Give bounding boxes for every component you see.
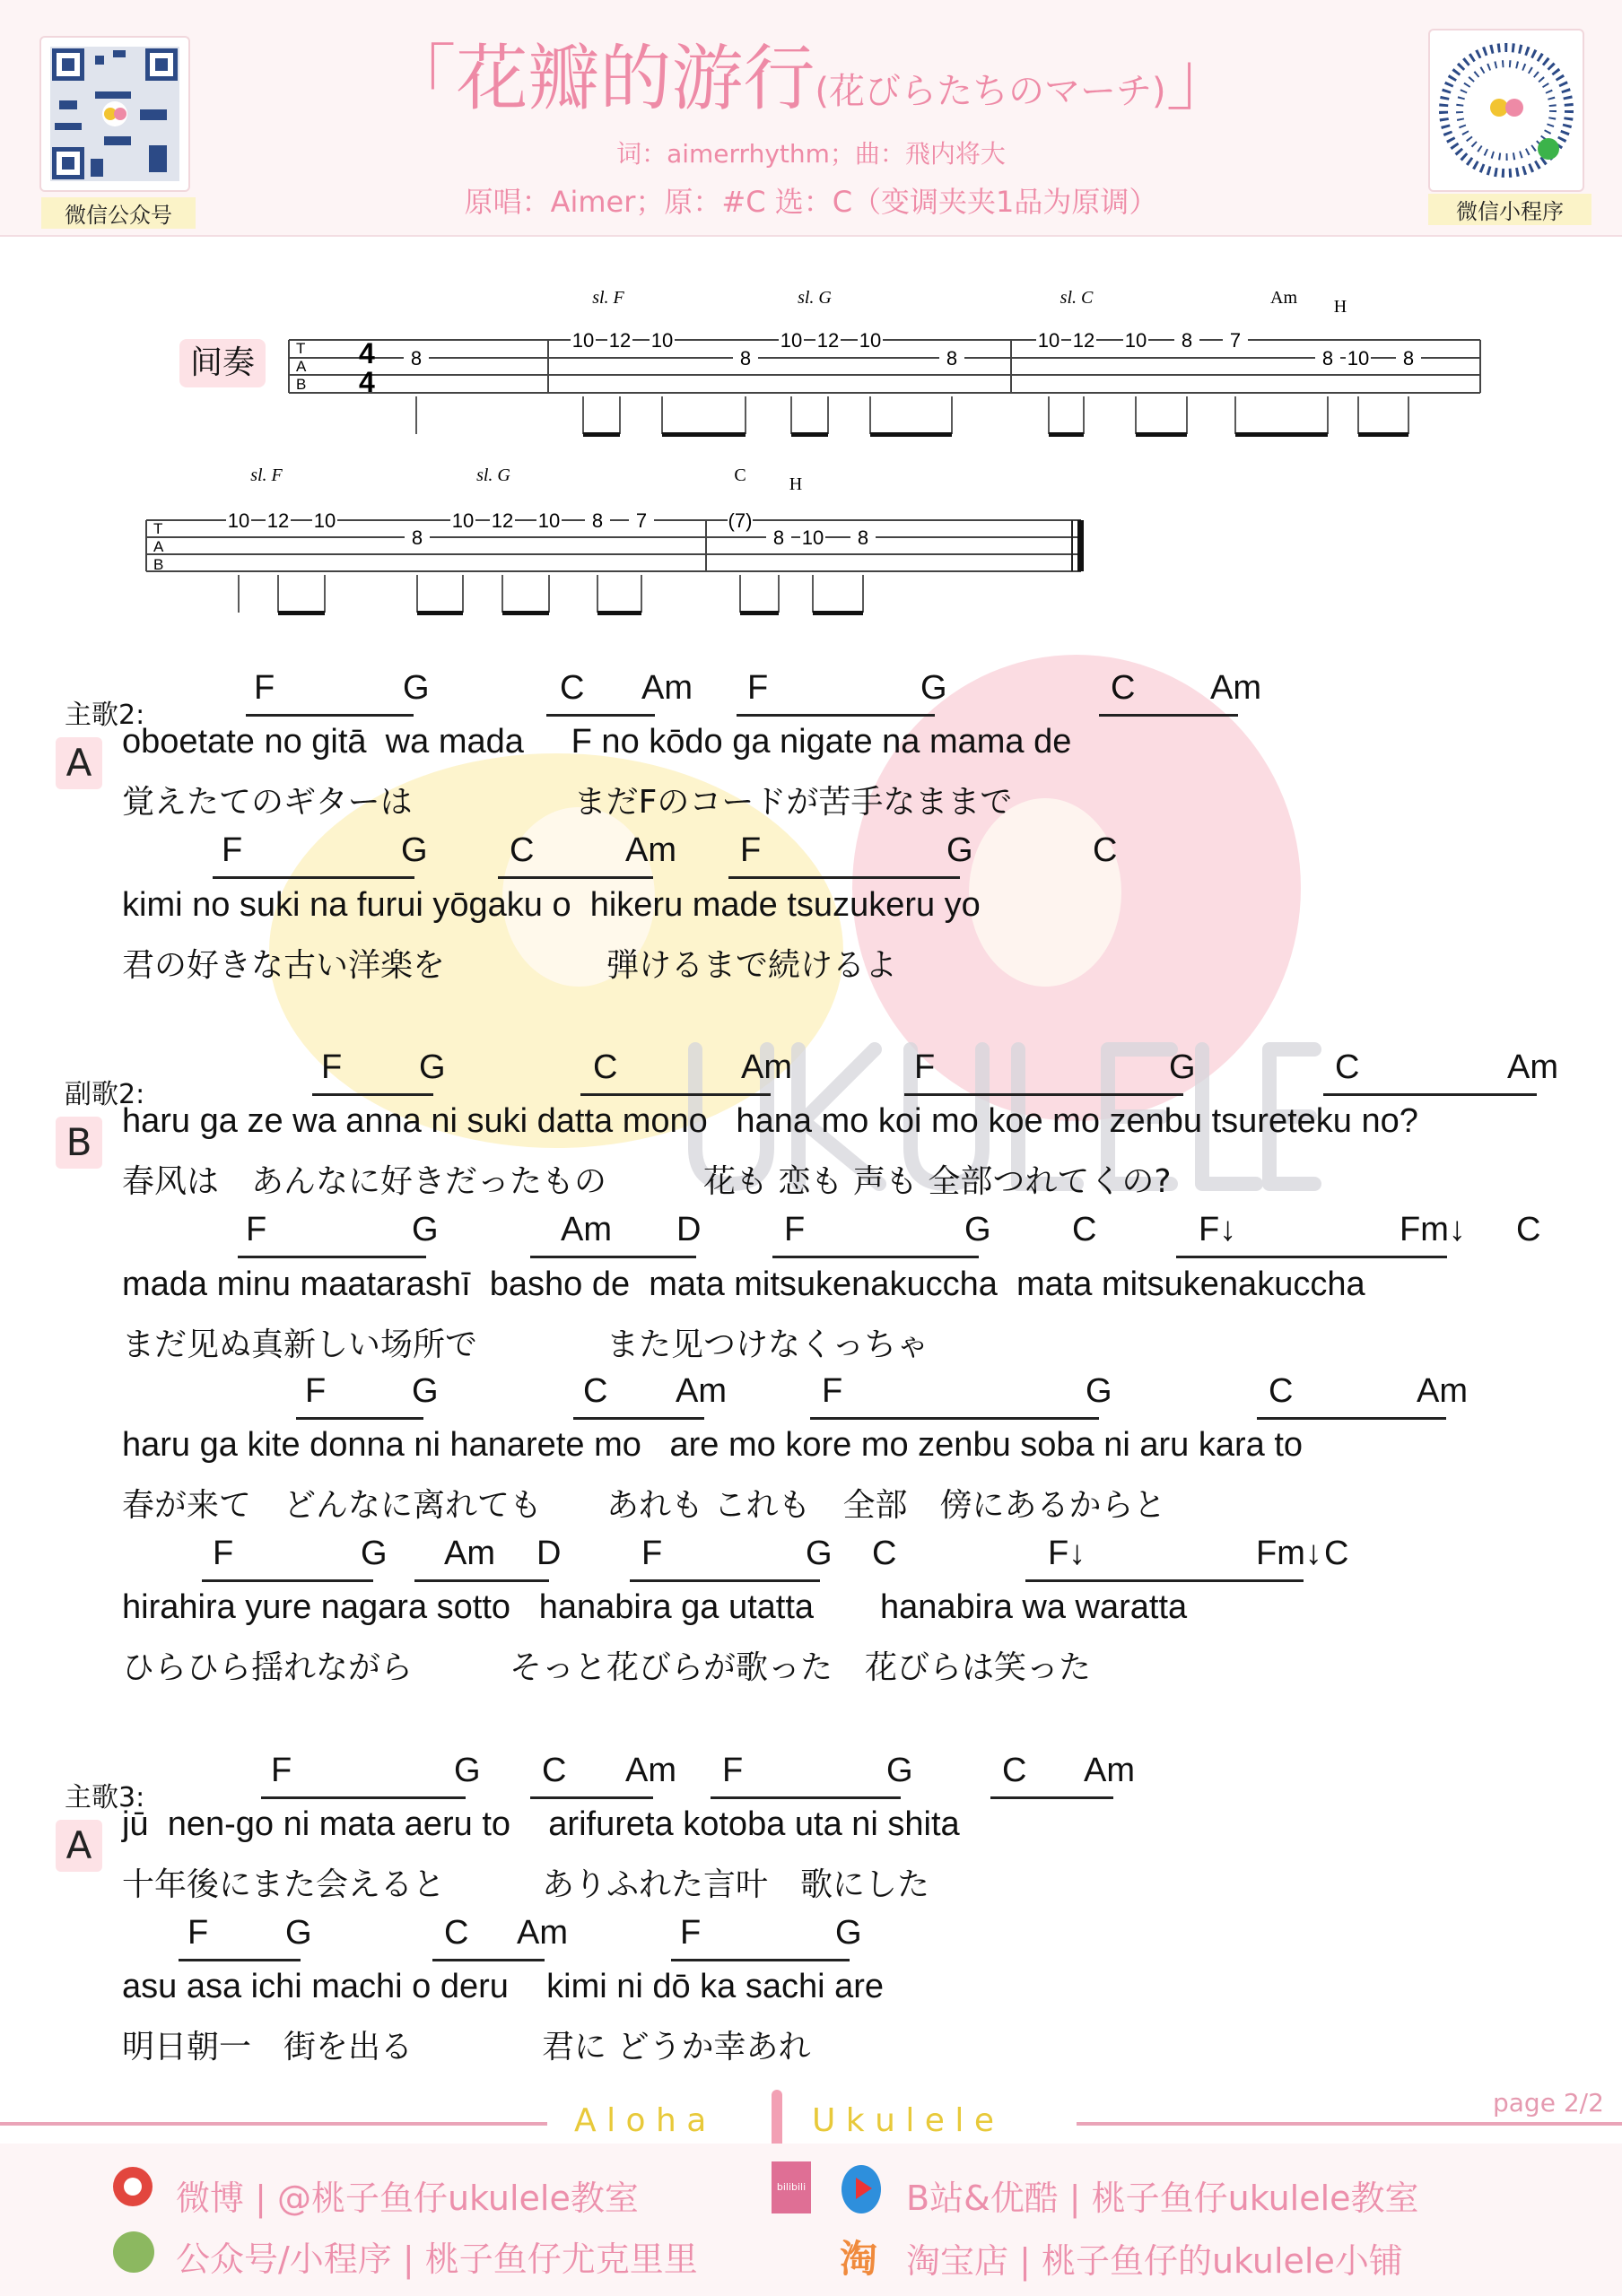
- chord-symbol: G: [401, 831, 428, 869]
- chord-symbol: D: [676, 1211, 702, 1248]
- chord-symbol: Am: [1417, 1372, 1468, 1410]
- tab-note-fret: 10: [451, 509, 475, 532]
- lyric-romaji-line: oboetate no gitā wa mada F no kōdo ga nigate na mama de: [122, 723, 1072, 761]
- tab-beam: [740, 611, 779, 615]
- tab-note-fret: 12: [608, 329, 632, 352]
- lyric-japanese-line: 覚えたてのギターは まだFのコードが苦手なままで: [122, 784, 1013, 821]
- footer-brand-aloha: A l o h a: [574, 2102, 707, 2139]
- chord-underline: [238, 1256, 426, 1258]
- chord-symbol: F: [680, 1914, 702, 1952]
- tab-note-fret: 8: [591, 509, 604, 532]
- chord-symbol: F↓: [1048, 1535, 1086, 1572]
- credits: 词：aimerrhythm；曲：飛内将大: [616, 139, 1006, 169]
- tab-beam: [1049, 432, 1084, 437]
- chord-symbol: F: [914, 1048, 936, 1086]
- chord-symbol: C: [1324, 1535, 1349, 1572]
- chord-symbol: C: [1335, 1048, 1360, 1086]
- chord-underline: [179, 1959, 301, 1961]
- tab-note-fret: 10: [227, 509, 250, 532]
- chord-symbol: Am: [741, 1048, 792, 1086]
- tab-note-fret: 8: [857, 526, 869, 549]
- tab-beam: [813, 611, 863, 615]
- tablature: [0, 269, 1622, 628]
- tab-note-fret: 10: [1124, 329, 1147, 352]
- chord-symbol: Am: [676, 1372, 727, 1410]
- tab-beam: [662, 432, 746, 437]
- tab-note-fret: 12: [816, 329, 840, 352]
- tab-clef-letter: A: [296, 358, 307, 375]
- chord-symbol: G: [454, 1752, 481, 1789]
- lyric-romaji-line: mada minu maatarashī basho de mata mitsukenakuccha mata mitsukenakuccha: [122, 1265, 1365, 1303]
- footer-divider-left: [0, 2122, 547, 2126]
- chord-symbol: Am: [561, 1211, 612, 1248]
- time-signature: 4: [359, 337, 375, 370]
- wechat-icon: [113, 2231, 154, 2273]
- tab-note-fret: 8: [411, 526, 423, 549]
- chord-underline: [772, 1256, 979, 1258]
- tab-note-fret: 8: [739, 347, 752, 370]
- chord-symbol: G: [964, 1211, 991, 1248]
- lyric-japanese-line: 君の好きな古い洋楽を 弾けるまで続けるよ: [122, 947, 898, 984]
- tab-chord-label: H: [789, 474, 803, 494]
- lyric-japanese-line: 十年後にまた会えると ありふれた言叶 歌にした: [122, 1866, 930, 1903]
- tab-note-fret: 8: [1402, 347, 1415, 370]
- chord-symbol: Am: [1210, 669, 1261, 707]
- section-badge: B: [56, 1117, 102, 1169]
- chord-symbol: G: [806, 1535, 833, 1572]
- chord-underline: [711, 1796, 901, 1799]
- tab-note-fret: 10: [313, 509, 336, 532]
- footer-divider-right: [1077, 2122, 1622, 2126]
- tab-note-fret: 8: [772, 526, 785, 549]
- lyric-romaji-line: kimi no suki na furui yōgaku o hikeru made tsuzukeru yo: [122, 886, 981, 924]
- tab-note-fret: 8: [1181, 329, 1193, 352]
- tab-note-fret: 10: [780, 329, 803, 352]
- chord-symbol: Fm↓: [1256, 1535, 1322, 1572]
- tab-note-fret: 10: [1037, 329, 1060, 352]
- tab-chord-label: Am: [1270, 288, 1297, 308]
- bg-face-right: [969, 798, 1121, 987]
- chord-symbol: G: [403, 669, 430, 707]
- chord-underline: [312, 1093, 433, 1096]
- tab-chord-label: C: [734, 465, 746, 485]
- lyric-japanese-line: 明日朝一 街を出る 君に どうか幸あれ: [122, 2029, 811, 2066]
- youku-icon: [842, 2165, 881, 2213]
- chord-underline: [1025, 1579, 1304, 1582]
- footer-bilibili-youku[interactable]: B站&优酷 | 桃子鱼仔ukulele教室: [906, 2179, 1419, 2218]
- chord-symbol: Am: [625, 831, 676, 869]
- chord-underline: [1257, 1417, 1446, 1420]
- tab-note-fret: 12: [491, 509, 514, 532]
- chord-symbol: F: [822, 1372, 843, 1410]
- chord-symbol: Am: [625, 1752, 676, 1789]
- chord-underline: [530, 1796, 653, 1799]
- tab-chord-label: sl. F: [250, 465, 283, 485]
- title-main: 「花瓣的游行: [384, 37, 815, 120]
- chord-underline: [728, 876, 960, 879]
- wechat-official-label: 微信公众号: [41, 197, 196, 229]
- tab-note-fret: 10: [1347, 347, 1370, 370]
- chord-underline: [432, 1959, 545, 1961]
- chord-symbol: G: [1086, 1372, 1112, 1410]
- chord-symbol: D: [536, 1535, 562, 1572]
- tab-beam: [870, 432, 952, 437]
- bilibili-icon: bilibili: [772, 2161, 811, 2213]
- wechat-miniprogram-label: 微信小程序: [1428, 194, 1591, 225]
- chord-symbol: Am: [1084, 1752, 1135, 1789]
- lyric-japanese-line: まだ见ぬ真新しい场所で また见つけなくっちゃ: [122, 1326, 929, 1363]
- chord-symbol: G: [886, 1752, 913, 1789]
- footer-taobao[interactable]: 淘宝店 | 桃子鱼仔的ukulele小铺: [906, 2241, 1403, 2281]
- chord-symbol: F: [747, 669, 769, 707]
- section-label: 主歌2:: [65, 700, 145, 731]
- tab-note-fret: 10: [537, 509, 561, 532]
- tab-note-fret: 8: [946, 347, 958, 370]
- tab-note-fret: 7: [1229, 329, 1242, 352]
- taobao-icon: 淘: [840, 2237, 878, 2281]
- tab-beam: [1235, 432, 1328, 437]
- chord-symbol: F: [305, 1372, 327, 1410]
- title-close-bracket: 」: [1165, 37, 1238, 120]
- tab-beam: [1136, 432, 1187, 437]
- lyric-japanese-line: 春が来て どんなに离れても あれも これも 全部 傍にあるからと: [122, 1487, 1166, 1524]
- title-japanese: (花びらたちのマーチ): [815, 71, 1166, 112]
- tab-beam: [417, 611, 463, 615]
- tab-chord-label: sl. G: [476, 465, 510, 485]
- chord-symbol: C: [872, 1535, 897, 1572]
- chord-symbol: F: [254, 669, 275, 707]
- chord-underline: [246, 714, 414, 717]
- tab-beam: [278, 611, 325, 615]
- chord-symbol: Am: [641, 669, 693, 707]
- chord-symbol: Am: [1507, 1048, 1558, 1086]
- chord-symbol: C: [1516, 1211, 1541, 1248]
- section-badge: A: [56, 737, 102, 789]
- chord-underline: [296, 1417, 423, 1420]
- chord-symbol: G: [946, 831, 973, 869]
- chord-symbol: C: [444, 1914, 469, 1952]
- lyric-romaji-line: jū nen-go ni mata aeru to arifureta kotoba uta ni shita: [122, 1805, 960, 1843]
- interlude-label: 间奏: [179, 339, 266, 387]
- chord-symbol: G: [412, 1372, 439, 1410]
- tab-note-fret: 8: [1321, 347, 1334, 370]
- chord-underline: [990, 1796, 1113, 1799]
- chord-underline: [546, 714, 655, 717]
- chord-underline: [737, 714, 935, 717]
- chord-symbol: C: [1269, 1372, 1294, 1410]
- chord-symbol: G: [1169, 1048, 1196, 1086]
- chord-underline: [1323, 1093, 1537, 1096]
- tab-note-fret: 12: [1072, 329, 1095, 352]
- footer-wechat[interactable]: 公众号/小程序 | 桃子鱼仔尤克里里: [176, 2239, 698, 2279]
- chord-underline: [671, 1959, 850, 1961]
- lyric-romaji-line: haru ga kite donna ni hanarete mo are mo kore mo zenbu soba ni aru kara to: [122, 1426, 1304, 1464]
- chord-underline: [414, 1579, 549, 1582]
- lyric-japanese-line: ひらひら揺れながら そっと花びらが歌った 花びらは笑った: [122, 1649, 1092, 1686]
- chord-symbol: G: [419, 1048, 446, 1086]
- chord-symbol: Am: [517, 1914, 568, 1952]
- tab-beam: [1358, 432, 1408, 437]
- chord-underline: [261, 1796, 466, 1799]
- tab-clef-letter: B: [296, 376, 307, 393]
- lyric-romaji-line: asu asa ichi machi o deru kimi ni dō ka sachi are: [122, 1968, 885, 2005]
- chord-symbol: G: [412, 1211, 439, 1248]
- chord-underline: [904, 1093, 1183, 1096]
- tab-final-bar: [1077, 520, 1084, 571]
- page-number: page 2/2: [1493, 2088, 1604, 2118]
- chord-symbol: C: [1002, 1752, 1027, 1789]
- tab-clef-letter: T: [153, 520, 163, 537]
- tab-chord-label: sl. C: [1060, 288, 1094, 308]
- tab-clef-letter: A: [153, 538, 164, 555]
- section-label: 副歌2:: [65, 1079, 145, 1110]
- lyric-romaji-line: hirahira yure nagara sotto hanabira ga utatta hanabira wa waratta: [122, 1588, 1188, 1626]
- chord-symbol: C: [1072, 1211, 1097, 1248]
- chord-symbol: C: [542, 1752, 567, 1789]
- chord-symbol: G: [361, 1535, 388, 1572]
- tab-beam: [583, 432, 620, 437]
- chord-underline: [630, 1579, 820, 1582]
- chord-symbol: Am: [444, 1535, 495, 1572]
- chord-symbol: C: [593, 1048, 618, 1086]
- footer-brand-ukulele: U k u l e l e: [812, 2102, 994, 2139]
- chord-symbol: C: [1093, 831, 1118, 869]
- tab-beam: [597, 611, 641, 615]
- chord-underline: [810, 1417, 1099, 1420]
- chord-symbol: Fm↓: [1400, 1211, 1466, 1248]
- footer-weibo[interactable]: 微博 | @桃子鱼仔ukulele教室: [176, 2179, 639, 2218]
- chord-symbol: F: [222, 831, 243, 869]
- tab-note-fret: 10: [650, 329, 674, 352]
- tab-chord-label: sl. G: [798, 288, 832, 308]
- weibo-icon: [113, 2167, 153, 2206]
- chord-symbol: F: [213, 1535, 234, 1572]
- song-title: [0, 34, 1622, 136]
- chord-underline: [580, 1093, 771, 1096]
- tab-note-fret: 7: [635, 509, 648, 532]
- chord-symbol: C: [583, 1372, 608, 1410]
- chord-symbol: C: [560, 669, 585, 707]
- tab-note-fret: 8: [410, 347, 423, 370]
- tab-beam: [791, 432, 828, 437]
- chord-underline: [202, 1579, 373, 1582]
- lyric-japanese-line: 春风は あんなに好きだったもの 花も 恋も 声も 全部つれてくの?: [122, 1163, 1172, 1200]
- tab-note-fret: 12: [266, 509, 290, 532]
- section-badge: A: [56, 1820, 102, 1872]
- tab-clef-letter: T: [296, 340, 306, 357]
- tab-note-fret: 10: [801, 526, 824, 549]
- chord-symbol: F↓: [1199, 1211, 1237, 1248]
- chord-underline: [498, 876, 653, 879]
- chord-symbol: C: [1111, 669, 1136, 707]
- tab-clef-letter: B: [153, 556, 164, 573]
- chord-symbol: G: [835, 1914, 862, 1952]
- tab-chord-label: H: [1333, 297, 1347, 317]
- chord-underline: [1099, 714, 1238, 717]
- chord-underline: [573, 1417, 704, 1420]
- chord-symbol: F: [321, 1048, 343, 1086]
- tab-chord-label: sl. F: [592, 288, 624, 308]
- lyric-romaji-line: haru ga ze wa anna ni suki datta mono hana mo koi mo koe mo zenbu tsureteku no?: [122, 1102, 1418, 1140]
- chord-symbol: F: [246, 1211, 267, 1248]
- chord-symbol: F: [187, 1914, 209, 1952]
- tab-note-fret: (7): [728, 509, 753, 532]
- chord-symbol: F: [740, 831, 762, 869]
- chord-symbol: F: [271, 1752, 292, 1789]
- time-signature: 4: [359, 366, 375, 398]
- chord-underline: [530, 1256, 696, 1258]
- chord-underline: [213, 876, 414, 879]
- chord-symbol: F: [722, 1752, 744, 1789]
- tab-note-fret: 10: [859, 329, 882, 352]
- chord-symbol: G: [920, 669, 947, 707]
- chord-symbol: F: [784, 1211, 806, 1248]
- tab-note-fret: 10: [571, 329, 595, 352]
- tab-beam: [502, 611, 549, 615]
- chord-symbol: G: [285, 1914, 312, 1952]
- chord-symbol: C: [510, 831, 535, 869]
- chord-symbol: F: [641, 1535, 663, 1572]
- chord-underline: [1176, 1256, 1447, 1258]
- key-info: 原唱：Aimer；原：#C 选：C（变调夹夹1品为原调）: [464, 185, 1158, 219]
- section-label: 主歌3:: [65, 1782, 145, 1813]
